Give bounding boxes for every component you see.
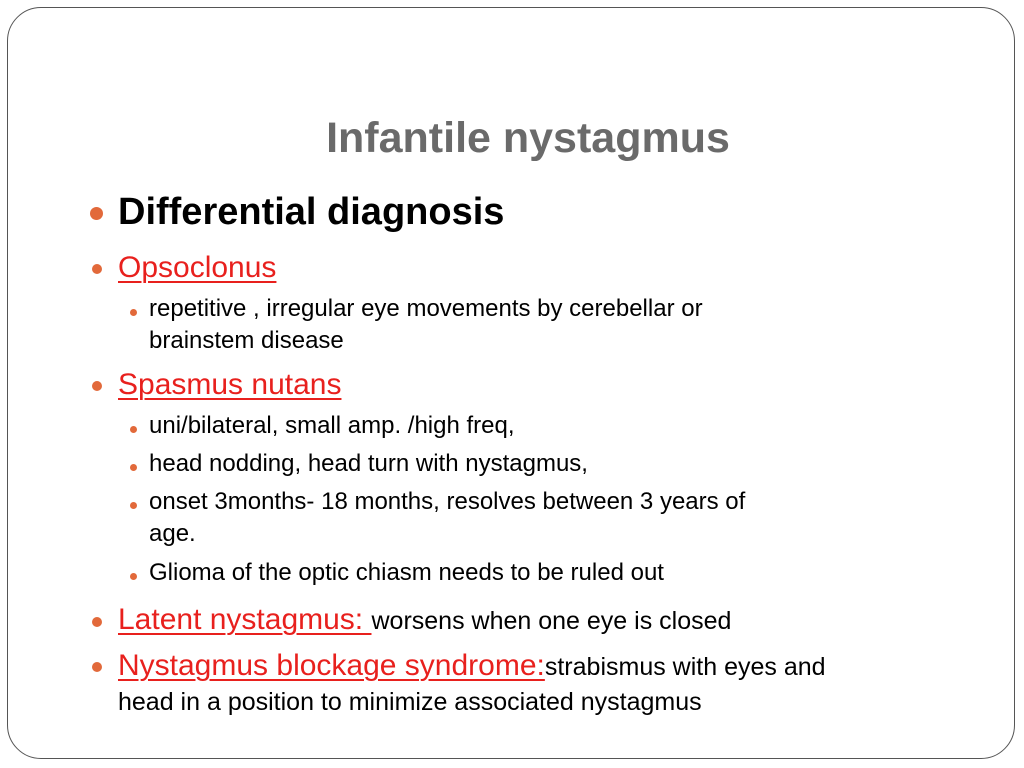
bullet-dot — [92, 662, 102, 672]
heading-differential-diagnosis: Differential diagnosis — [118, 191, 505, 233]
opsoclonus-link[interactable]: Opsoclonus — [118, 251, 277, 284]
spasmus-detail-2: head nodding, head turn with nystagmus, — [149, 450, 588, 477]
spasmus-nutans-link[interactable]: Spasmus nutans — [118, 368, 342, 401]
spasmus-detail-3-line1: onset 3months- 18 months, resolves between 3 years of — [149, 488, 746, 515]
opsoclonus-detail-line1: repetitive , irregular eye movements by cerebellar or — [149, 295, 703, 322]
latent-nystagmus-link[interactable]: Latent nystagmus: — [118, 603, 372, 636]
blockage-syndrome-link[interactable]: Nystagmus blockage syndrome: — [118, 649, 545, 682]
spasmus-detail-4: Glioma of the optic chiasm needs to be ruled out — [149, 559, 664, 586]
opsoclonus-detail-line2: brainstem disease — [149, 327, 344, 354]
blockage-syndrome-text: strabismus with eyes and — [544, 653, 826, 681]
spasmus-detail-1: uni/bilateral, small amp. /high freq, — [149, 412, 515, 439]
blockage-item — [118, 648, 826, 685]
latent-item — [118, 602, 731, 639]
bullet-dot — [90, 207, 103, 220]
bullet-dot — [92, 381, 102, 391]
bullet-dot — [130, 464, 137, 471]
bullet-dot — [92, 617, 102, 627]
opsoclonus-item — [118, 250, 276, 286]
bullet-dot — [130, 426, 137, 433]
bullet-dot — [130, 502, 137, 509]
slide-title: Infantile nystagmus — [326, 114, 730, 162]
blockage-syndrome-line2: head in a position to minimize associated nystagmus — [118, 688, 702, 716]
bullet-dot — [130, 573, 137, 580]
spasmus-item — [118, 367, 341, 403]
bullet-dot — [130, 309, 137, 316]
bullet-dot — [92, 264, 102, 274]
spasmus-detail-3-line2: age. — [149, 520, 196, 547]
latent-nystagmus-text: worsens when one eye is closed — [371, 607, 732, 635]
